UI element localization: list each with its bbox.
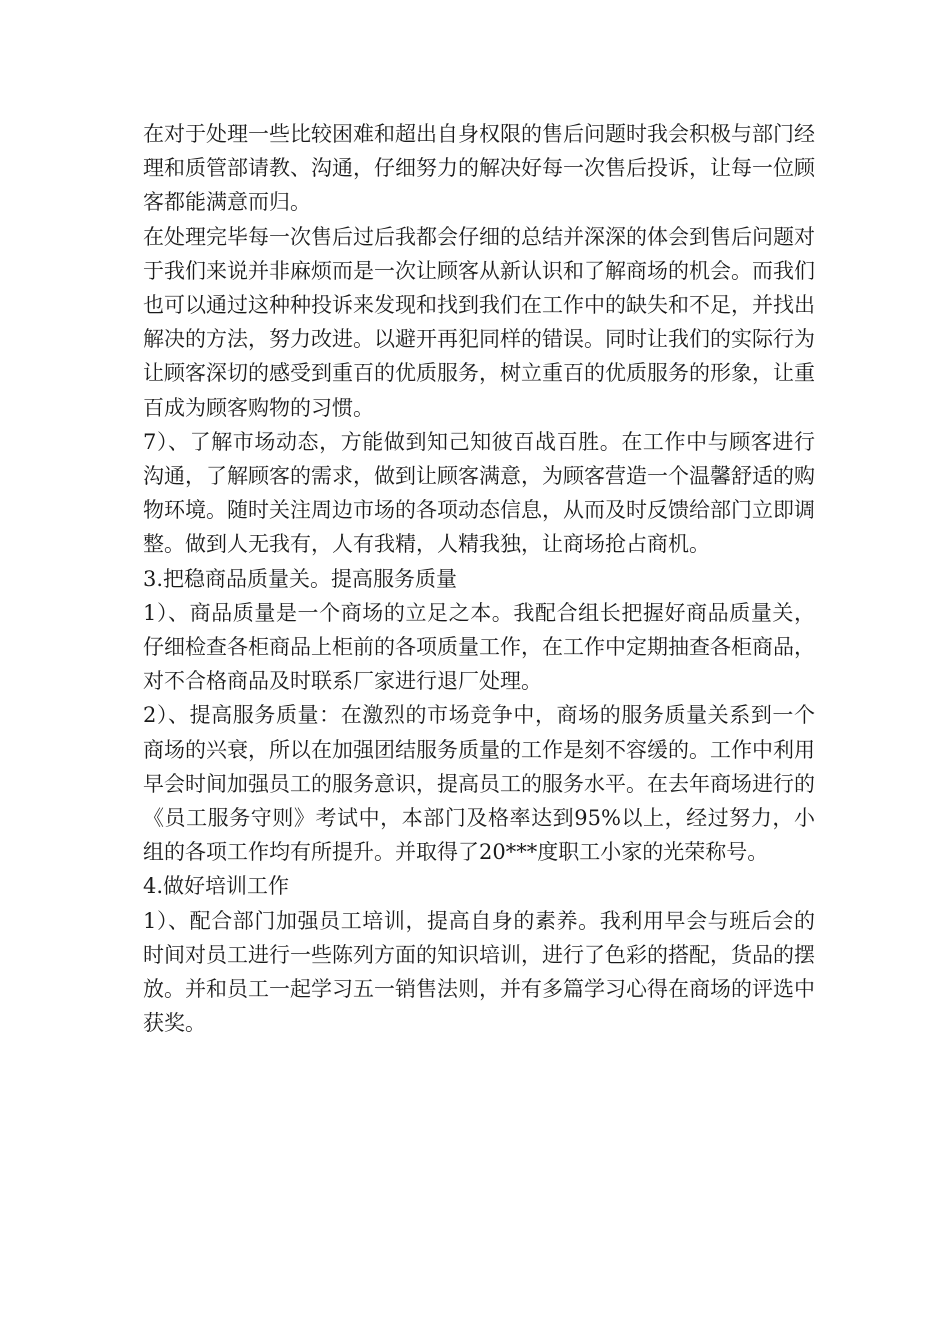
document-body	[143, 117, 815, 1040]
paragraph-service-complaints: 在对于处理一些比较困难和超出自身权限的售后问题时我会积极与部门经理和质管部请教、沟通，仔细努力的解决好每一次售后投诉，让每一位顾客都能满意而归。	[143, 122, 815, 215]
section-heading-training: 4.做好培训工作	[143, 874, 290, 899]
paragraph-staff-training: 1）、配合部门加强员工培训，提高自身的素养。我利用早会与班后会的时间对员工进行一些陈列方面的知识培训，进行了色彩的搭配，货品的摆放。并和员工一起学习五一销售法则，并有多篇学习心得在商场的评选中获奖。	[143, 908, 815, 1036]
paragraph-product-quality: 1）、商品质量是一个商场的立足之本。我配合组长把握好商品质量关，仔细检查各柜商品上柜前的各项质量工作，在工作中定期抽查各柜商品，对不合格商品及时联系厂家进行退厂处理。	[143, 600, 815, 694]
section-heading-quality: 3.把稳商品质量关。提高服务质量	[143, 566, 458, 591]
paragraph-after-sales-summary: 在处理完毕每一次售后过后我都会仔细的总结并深深的体会到售后问题对于我们来说并非麻烦而是一次让顾客从新认识和了解商场的机会。而我们也可以通过这种种投诉来发现和找到我们在工作中的缺失和不足，并找出解决的方法，努力改进。以避开再犯同样的错误。同时让我们的实际行为让顾客深切的感受到重百的优质服务，树立重百的优质服务的形象，让重百成为顾客购物的习惯。	[143, 224, 815, 420]
paragraph-market-dynamics: 7）、了解市场动态，方能做到知己知彼百战百胜。在工作中与顾客进行沟通，了解顾客的需求，做到让顾客满意，为顾客营造一个温馨舒适的购物环境。随时关注周边市场的各项动态信息，从而及时反馈给部门立即调整。做到人无我有，人有我精，人精我独，让商场抢占商机。	[143, 429, 815, 557]
paragraph-service-quality: 2）、提高服务质量：在激烈的市场竞争中，商场的服务质量关系到一个商场的兴衰，所以在加强团结服务质量的工作是刻不容缓的。工作中利用早会时间加强员工的服务意识，提高员工的服务水平。在去年商场进行的《员工服务守则》考试中，本部门及格率达到95%以上，经过努力，小组的各项工作均有所提升。并取得了20***度职工小家的光荣称号。	[143, 703, 815, 865]
